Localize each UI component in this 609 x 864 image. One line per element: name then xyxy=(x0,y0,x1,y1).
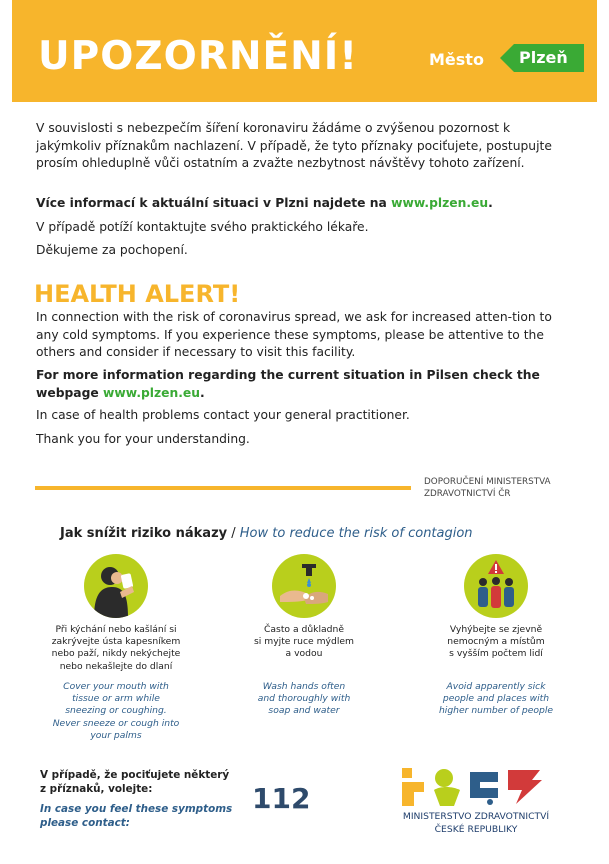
ministry-logo xyxy=(400,768,552,806)
tip-2-czech xyxy=(224,624,384,661)
english-info-line xyxy=(36,367,576,402)
tip-text-line: Never sneeze or cough into xyxy=(52,717,180,729)
tip-text-line: nebo nekašlejte do dlaní xyxy=(59,660,173,672)
tip-1-english xyxy=(36,681,196,742)
prevention-heading xyxy=(60,526,473,541)
ministry-name-line: ČESKÉ REPUBLIKY xyxy=(434,823,518,835)
emergency-phone-number[interactable]: 112 xyxy=(252,782,311,815)
tip-text-line: Cover your mouth with xyxy=(63,681,169,692)
english-info-text: For more information regarding the current situation in Pilsen check the webpage xyxy=(36,368,540,400)
czech-doctor-line: V případě potíží kontaktujte svého praktického lékaře. xyxy=(36,220,369,234)
tip-text-line: Často a důkladně xyxy=(264,624,344,635)
avoid-crowds-icon xyxy=(464,554,528,618)
english-website-link[interactable]: www.plzen.eu xyxy=(103,385,201,400)
prevention-title-en: How to reduce the risk of contagion xyxy=(239,526,473,541)
czech-info-end: . xyxy=(488,196,493,210)
english-paragraph: In connection with the risk of coronavirus spread, we ask for increased atten-tion to any cold symptoms. If you experience these symptoms, please be attentive to the others and consider if necessary to visit this facility. xyxy=(36,310,552,359)
czech-thanks-line: Děkujeme za pochopení. xyxy=(36,243,188,257)
tip-3-english xyxy=(416,681,576,718)
english-thanks-line: Thank you for your understanding. xyxy=(36,432,250,446)
tip-text-line: a vodou xyxy=(285,648,323,660)
page-title: UPOZORNĚNÍ! xyxy=(38,34,359,79)
tip-text-line: people and places with xyxy=(442,693,550,705)
contact-line: In case you feel these symptoms xyxy=(40,803,233,815)
contact-czech xyxy=(40,768,250,796)
brand-word: Město xyxy=(429,50,484,69)
tip-text-line: Wash hands often xyxy=(262,681,346,692)
cough-into-tissue-icon xyxy=(84,554,148,618)
czech-website-link[interactable]: www.plzen.eu xyxy=(391,196,489,210)
tip-text-line: sneezing or coughing. xyxy=(65,705,167,717)
wash-hands-icon xyxy=(272,554,336,618)
tip-text-line: zakrývejte ústa kapesníkem xyxy=(51,636,181,648)
czech-info-line xyxy=(36,195,576,213)
header-banner xyxy=(12,0,597,102)
brand-tag-text: Plzeň xyxy=(519,48,568,67)
ministry-note-line: ZDRAVOTNICTVÍ ČR xyxy=(424,489,511,499)
tip-text-line: si myjte ruce mýdlem xyxy=(254,636,354,648)
tip-text-line: your palms xyxy=(90,729,142,741)
tip-3-czech xyxy=(416,624,576,661)
plzen-logo xyxy=(500,44,584,72)
tip-text-line: nebo paží, nikdy nekýchejte xyxy=(51,648,181,660)
tip-text-line: higher number of people xyxy=(438,705,554,717)
prevention-separator: / xyxy=(227,526,240,541)
prevention-title-cz: Jak snížit riziko nákazy xyxy=(60,526,228,541)
tip-text-line: nemocným a místům xyxy=(447,636,545,648)
tip-text-line: tissue or arm while xyxy=(72,693,160,705)
tip-text-line: Při kýchání nebo kašlání si xyxy=(55,624,177,635)
section-divider xyxy=(35,486,411,490)
tip-2-english xyxy=(224,681,384,718)
contact-line: please contact: xyxy=(40,817,130,829)
english-doctor-line: In case of health problems contact your general practitioner. xyxy=(36,408,410,422)
english-info-end: . xyxy=(200,385,205,400)
tip-text-line: Avoid apparently sick xyxy=(446,681,546,692)
contact-english xyxy=(40,802,250,830)
czech-info-text: Více informací k aktuální situaci v Plzni najdete na xyxy=(36,196,387,210)
tip-text-line: soap and water xyxy=(268,705,340,717)
health-alert-title: HEALTH ALERT! xyxy=(34,280,241,308)
ministry-name-line: MINISTERSTVO ZDRAVOTNICTVÍ xyxy=(402,811,550,822)
tip-text-line: Vyhýbejte se zjevně xyxy=(449,624,543,635)
tip-text-line: s vyšším počtem lidí xyxy=(449,648,543,660)
czech-paragraph: V souvislosti s nebezpečím šíření koronaviru žádáme o zvýšenou pozornost k jakýmkoliv příznakům nachlazení. V případě, že tyto příznaky pociťujete, postupujte prosím ohleduplně vůči ostatním a zvažte nezbytnost návštěvy tohoto zařízení. xyxy=(36,121,552,170)
ministry-name xyxy=(400,811,552,836)
tip-text-line: and thoroughly with xyxy=(257,693,351,705)
contact-line: z příznaků, volejte: xyxy=(40,783,153,795)
tip-1-czech xyxy=(36,624,196,673)
ministry-recommendation-note xyxy=(424,476,551,500)
ministry-note-line: DOPORUČENÍ MINISTERSTVA xyxy=(424,477,551,487)
contact-line: V případě, že pociťujete některý xyxy=(40,769,230,781)
